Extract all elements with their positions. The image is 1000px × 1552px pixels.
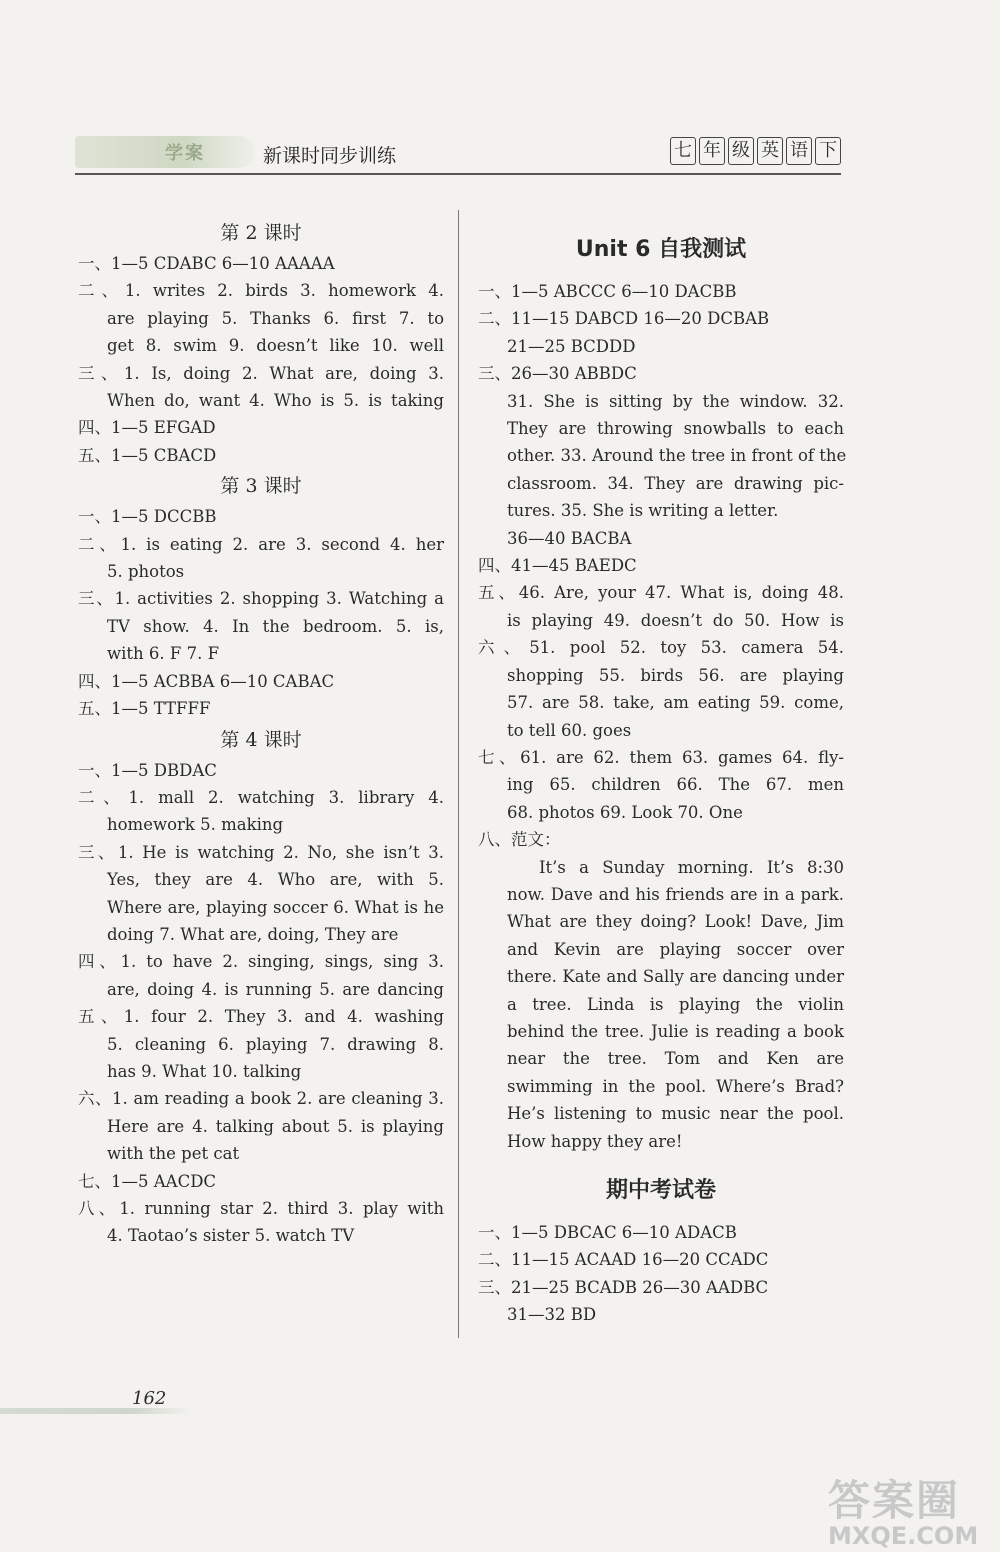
section-title-unit6-test: Unit 6 自我测试 — [575, 237, 747, 262]
answer-line: 六、51. pool 52. toy 53. camera 54. — [478, 638, 844, 658]
grade-char: 级 — [728, 137, 754, 165]
answer-line: 一、1—5 DCCBB — [78, 507, 217, 527]
section-title-lesson-4: 第 4 课时 — [220, 728, 302, 751]
watermark-logo: 答案圈 — [828, 1476, 961, 1525]
answer-line: 三、26—30 ABBDC — [478, 364, 637, 384]
series-logo: 学案 — [165, 143, 205, 164]
answer-line: homework 5. making — [107, 815, 284, 835]
answer-line: 一、1—5 ABCCC 6—10 DACBB — [478, 282, 737, 301]
answer-line: 三、1. activities 2. shopping 3. Watching a — [78, 589, 444, 609]
page-header — [75, 133, 841, 173]
answer-line: 36—40 BACBA — [507, 528, 632, 548]
section-title-lesson-2: 第 2 课时 — [220, 222, 302, 244]
answer-line: 二、1. writes 2. birds 3. homework 4. — [78, 281, 444, 301]
series-title: 新课时同步训练 — [263, 145, 397, 167]
answer-line: 一、1—5 DBCAC 6—10 ADACB — [478, 1223, 737, 1242]
answer-line: are playing 5. Thanks 6. first 7. to — [107, 308, 444, 328]
grade-char: 七 — [670, 137, 696, 165]
watermark — [828, 1468, 996, 1550]
page-number: 162 — [132, 1388, 167, 1409]
answer-line: 三、1. Is, doing 2. What are, doing 3. — [78, 363, 444, 383]
answer-line: 五、1—5 TTFFF — [78, 699, 211, 719]
answer-line: shopping 55. birds 56. are playing — [507, 665, 844, 685]
answer-line: 二、11—15 DABCD 16—20 DCBAB — [478, 309, 770, 329]
answer-line: 4. Taotao’s sister 5. watch TV — [107, 1226, 355, 1246]
answer-line: with 6. F 7. F — [107, 644, 220, 664]
header-rule — [75, 173, 841, 175]
answer-line: 57. are 58. take, am eating 59. come, — [507, 693, 844, 713]
watermark-url: MXQE.COM — [828, 1522, 979, 1550]
answer-line: 5. photos — [107, 562, 185, 582]
section-title-midterm: 期中考试卷 — [605, 1178, 716, 1203]
answer-line: 四、1—5 EFGAD — [78, 418, 216, 438]
answer-line: other. 33. Around the tree in front of the — [507, 446, 847, 466]
answer-line: 五、1. four 2. They 3. and 4. washing — [78, 1007, 444, 1027]
answer-line: ing 65. children 66. The 67. men — [507, 775, 844, 795]
answer-line: 5. cleaning 6. playing 7. drawing 8. — [107, 1034, 444, 1054]
grade-label — [670, 137, 841, 165]
answer-line: 四、1—5 ACBBA 6—10 CABAC — [78, 671, 335, 691]
answer-line: 二、1. mall 2. watching 3. library 4. — [78, 787, 444, 807]
answer-line: are, doing 4. is running 5. are dancing — [107, 979, 444, 999]
answer-line: 31. She is sitting by the window. 32. — [507, 391, 844, 411]
answer-line: with the pet cat — [107, 1144, 240, 1164]
answer-line: 一、1—5 DBDAC — [78, 760, 217, 780]
answer-line: 21—25 BCDDD — [507, 336, 636, 356]
answer-line: 五、46. Are, your 47. What is, doing 48. — [478, 583, 844, 603]
answer-line: 三、1. He is watching 2. No, she isn’t 3. — [78, 842, 444, 862]
grade-char: 语 — [786, 137, 812, 165]
answer-line: 七、1—5 AACDC — [78, 1171, 217, 1191]
answer-line: 七、61. are 62. them 63. games 64. fly- — [478, 747, 844, 767]
answer-line: 68. photos 69. Look 70. One — [507, 802, 743, 822]
answer-line: They are throwing snowballs to each — [507, 419, 844, 439]
answer-line: classroom. 34. They are drawing pic- — [507, 473, 844, 493]
answer-line: to tell 60. goes — [507, 720, 632, 740]
answer-line: 八、范文： — [478, 830, 561, 850]
answer-line: 三、21—25 BCADB 26—30 AADBC — [478, 1277, 769, 1297]
answer-line: 二、11—15 ACAAD 16—20 CCADC — [478, 1250, 769, 1270]
answer-line: 31—32 BD — [507, 1305, 597, 1325]
model-essay: It’s a Sunday morning. It’s 8:30 now. Dave and his friends are in a park. What are they doing? Look! Dave, Jim and Kevin are playing soccer over there. Kate and Sally are dancing under a tree. Linda is playing the violin behind the tree. Julie is reading a book near the tree. Tom and Ken are swimming in the pool. Where’s Brad? He’s listening to music near the pool. How happy they are! — [507, 857, 844, 1151]
answer-line: TV show. 4. In the bedroom. 5. is, — [107, 616, 444, 636]
grade-char: 下 — [815, 137, 841, 165]
answer-line: 五、1—5 CBACD — [78, 445, 217, 465]
right-column — [478, 230, 847, 1329]
grade-char: 英 — [757, 137, 783, 165]
answer-line: get 8. swim 9. doesn’t like 10. well — [107, 336, 444, 356]
answer-line: 四、1. to have 2. singing, sings, sing 3. — [78, 952, 444, 972]
answer-line: Where are, playing soccer 6. What is he — [107, 897, 444, 917]
answer-line: When do, want 4. Who is 5. is taking — [107, 391, 444, 411]
answer-line: 四、41—45 BAEDC — [478, 556, 637, 576]
answer-line: tures. 35. She is writing a letter. — [507, 501, 779, 521]
answer-line: Here are 4. talking about 5. is playing — [107, 1116, 444, 1136]
section-title-lesson-3: 第 3 课时 — [220, 475, 302, 498]
left-column — [78, 218, 444, 1250]
answer-line: has 9. What 10. talking — [107, 1061, 302, 1081]
answer-line: 一、1—5 CDABC 6—10 AAAAA — [78, 254, 335, 273]
grade-char: 年 — [699, 137, 725, 165]
answer-line: is playing 49. doesn’t do 50. How is — [507, 610, 844, 630]
answer-line: 八、1. running star 2. third 3. play with — [78, 1199, 444, 1218]
answer-line: 二、1. is eating 2. are 3. second 4. her — [78, 534, 444, 554]
answer-line: 六、1. am reading a book 2. are cleaning 3. — [78, 1089, 444, 1109]
answer-line: doing 7. What are, doing, They are — [107, 924, 399, 944]
column-divider — [458, 210, 459, 1338]
answer-line: Yes, they are 4. Who are, with 5. — [107, 870, 444, 890]
